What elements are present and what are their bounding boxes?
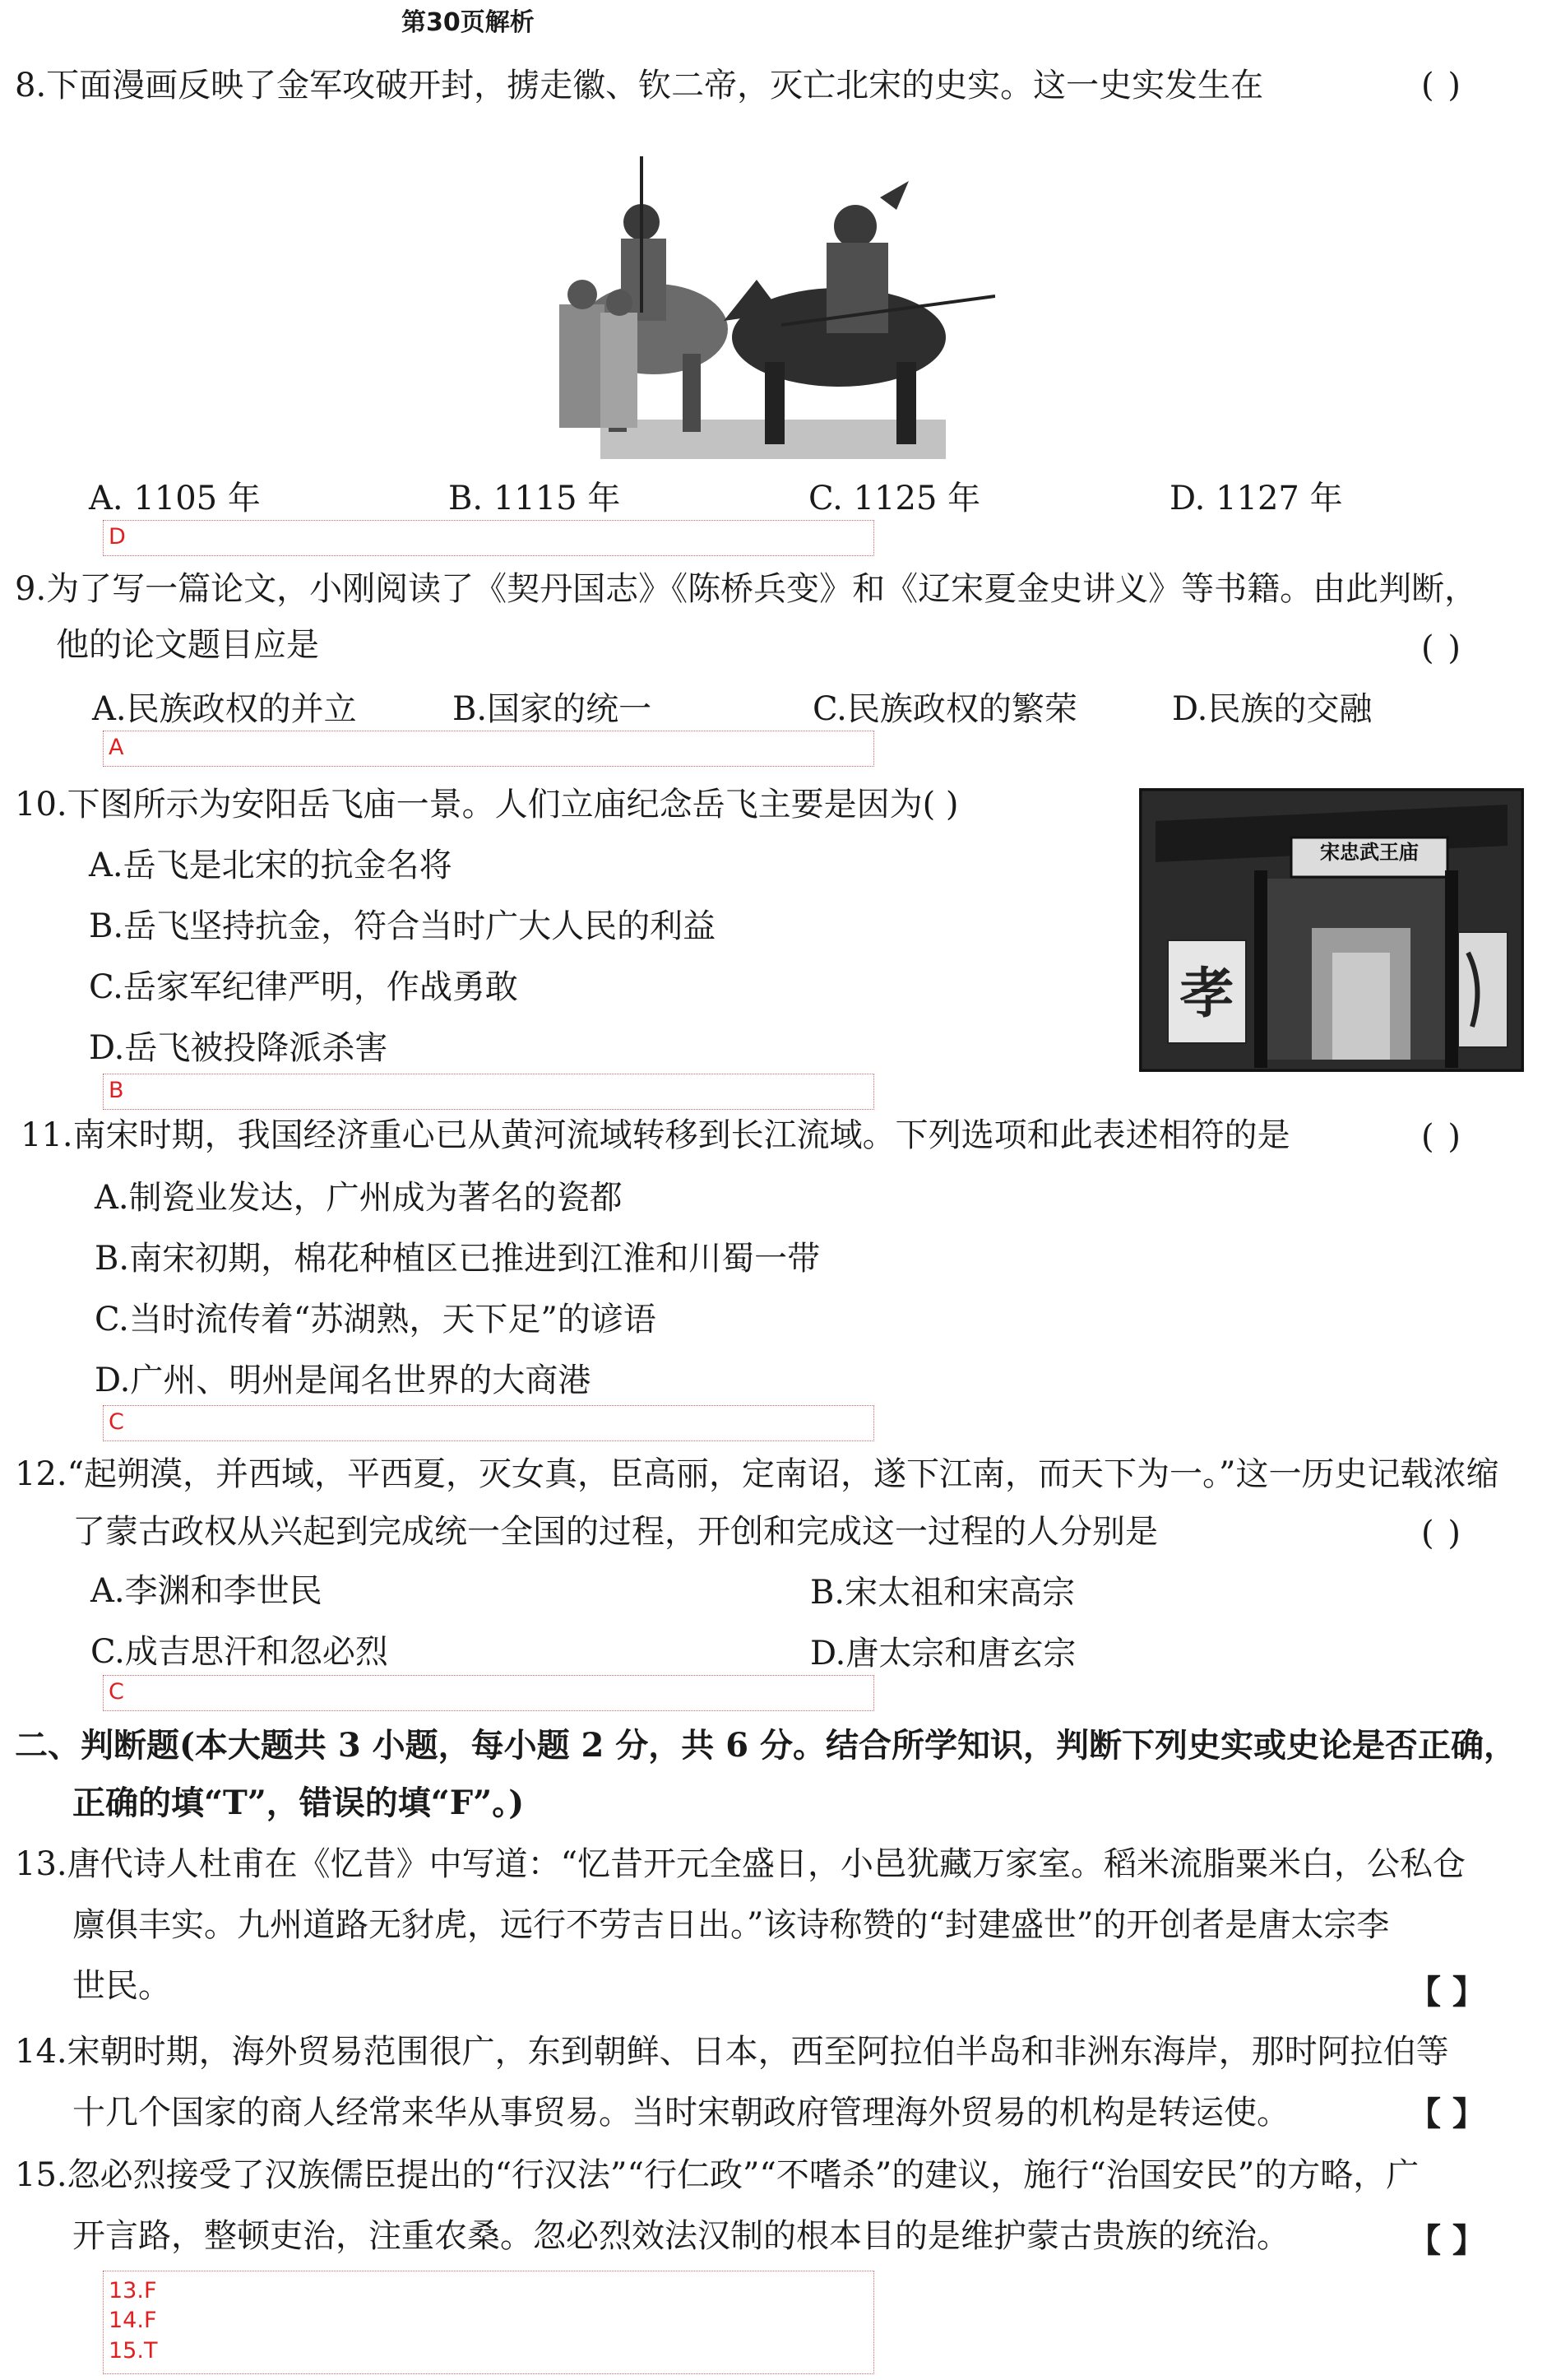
q10-option-a: A.岳飞是北宋的抗金名将 — [89, 847, 452, 884]
judge-answer-13: 13.F — [109, 2278, 157, 2303]
q12-stem-line2: 了蒙古政权从兴起到完成统一全国的过程，开创和完成这一过程的人分别是 — [72, 1513, 1158, 1551]
q9-option-b: B.国家的统一 — [452, 690, 652, 728]
q11-option-c: C.当时流传着“苏湖熟，天下足”的谚语 — [95, 1301, 656, 1338]
q13-line3: 世民。 — [72, 1967, 171, 2005]
q11-stem: 11.南宋时期，我国经济重心已从黄河流域转移到长江流域。下列选项和此表述相符的是 — [21, 1116, 1290, 1154]
q12-stem-line1: 12.“起朔漠，并西域，平西夏，灭女真，臣高丽，定南诏，遂下江南，而天下为一。”这一历史记载浓缩 — [15, 1455, 1499, 1493]
q8-option-d: D. 1127 年 — [1170, 480, 1343, 517]
q12-option-d: D.唐太宗和唐玄宗 — [810, 1635, 1077, 1672]
section2-heading-line2: 正确的填“T”，错误的填“F”。) — [72, 1784, 525, 1822]
q9-stem-line1: 9.为了写一篇论文，小刚阅读了《契丹国志》《陈桥兵变》和《辽宋夏金史讲义》等书籍。由此判断， — [15, 570, 1478, 608]
q10-option-b: B.岳飞坚持抗金，符合当时广大人民的利益 — [89, 907, 716, 945]
q15-line2: 开言路，整顿吏治，注重农桑。忽必烈效法汉制的根本目的是维护蒙古贵族的统治。 — [72, 2217, 1290, 2255]
q10-stem: 10.下图所示为安阳岳飞庙一景。人们立庙纪念岳飞主要是因为( ) — [15, 786, 959, 823]
q12-option-c: C.成吉思汗和忽必烈 — [90, 1633, 388, 1671]
q8-answer-box[interactable]: D — [103, 520, 874, 556]
q11-option-a: A.制瓷业发达，广州成为著名的瓷都 — [95, 1179, 623, 1217]
q11-option-d: D.广州、明州是闻名世界的大商港 — [95, 1362, 591, 1399]
q9-option-a: A.民族政权的并立 — [92, 690, 357, 728]
q9-answer-paren: ( ) — [1421, 629, 1462, 667]
q13-line1: 13.唐代诗人杜甫在《忆昔》中写道：“忆昔开元全盛日，小邑犹藏万家室。稻米流脂粟米白，公私仓 — [15, 1845, 1466, 1883]
q13-line2: 廪俱丰实。九州道路无豺虎，远行不劳吉日出。”该诗称赞的“封建盛世”的开创者是唐太宗李 — [72, 1906, 1390, 1944]
q11-option-b: B.南宋初期，棉花种植区已推进到江淮和川蜀一带 — [95, 1240, 821, 1278]
q11-answer-box[interactable]: C — [103, 1405, 874, 1441]
section2-heading-line1: 二、判断题(本大题共 3 小题，每小题 2 分，共 6 分。结合所学知识，判断下列史实或史论是否正确， — [15, 1726, 1517, 1765]
q9-answer-box[interactable]: A — [103, 731, 874, 767]
q10-banner-text: 孝 — [1179, 961, 1234, 1025]
q9-option-d: D.民族的交融 — [1172, 690, 1373, 728]
q9-option-c: C.民族政权的繁荣 — [813, 690, 1077, 728]
q12-answer-box[interactable]: C — [103, 1675, 874, 1711]
q13-answer-bracket[interactable]: 【 】 — [1408, 1973, 1485, 2011]
q10-option-c: C.岳家军纪律严明，作战勇敢 — [89, 968, 518, 1006]
page-title: 第30页解析 — [401, 8, 535, 37]
q10-answer-box[interactable]: B — [103, 1074, 874, 1110]
q10-temple-photo — [1139, 788, 1524, 1072]
q8-option-b: B. 1115 年 — [448, 480, 621, 517]
q8-cartoon-image — [535, 148, 995, 465]
q12-option-a: A.李渊和李世民 — [90, 1572, 322, 1610]
q11-answer-paren: ( ) — [1421, 1118, 1462, 1156]
q14-answer-bracket[interactable]: 【 】 — [1408, 2095, 1485, 2133]
q8-option-a: A. 1105 年 — [89, 480, 261, 517]
q12-answer-paren: ( ) — [1421, 1515, 1462, 1552]
judge-answer-15: 15.T — [109, 2337, 158, 2364]
q9-stem-line2: 他的论文题目应是 — [56, 626, 319, 664]
q12-option-b: B.宋太祖和宋高宗 — [810, 1574, 1076, 1612]
q10-plaque-text: 宋忠武王庙 — [1320, 840, 1419, 864]
q14-line1: 14.宋朝时期，海外贸易范围很广，东到朝鲜、日本，西至阿拉伯半岛和非洲东海岸，那时阿拉伯等 — [15, 2033, 1449, 2071]
q10-option-d: D.岳飞被投降派杀害 — [89, 1029, 388, 1067]
q8-answer-paren: ( ) — [1421, 67, 1462, 104]
q14-line2: 十几个国家的商人经常来华从事贸易。当时宋朝政府管理海外贸易的机构是转运使。 — [72, 2094, 1290, 2132]
judge-answer-14: 14.F — [109, 2308, 157, 2334]
q8-option-c: C. 1125 年 — [808, 480, 981, 517]
q15-line1: 15.忽必烈接受了汉族儒臣提出的“行汉法”“行仁政”“不嗜杀”的建议，施行“治国安民”的方略，广 — [15, 2156, 1420, 2194]
q8-stem: 8.下面漫画反映了金军攻破开封，掳走徽、钦二帝，灭亡北宋的史实。这一史实发生在 — [15, 67, 1264, 104]
judge-answers-box[interactable] — [103, 2271, 874, 2374]
q15-answer-bracket[interactable]: 【 】 — [1408, 2221, 1485, 2260]
